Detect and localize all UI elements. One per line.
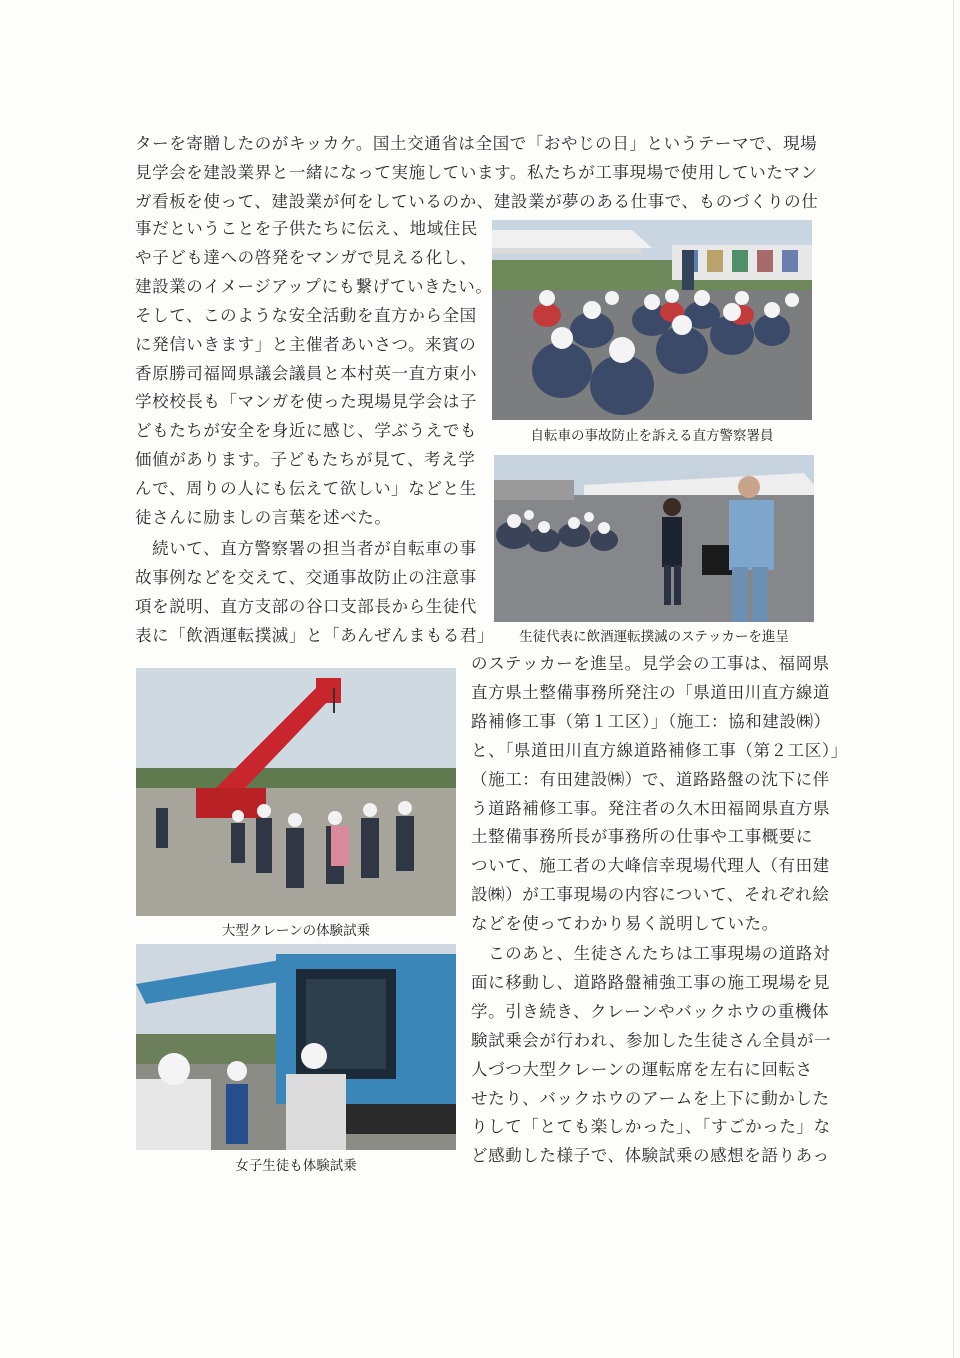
body-text-left-column-2: 続いて、直方警察署の担当者が自転車の事 故事例などを交えて、交通事故防止の注意事 項を説明、直方支部の谷口支部長から生徒代 表に「飲酒運転撲滅」と「あんぜんまもる君」 [135, 539, 495, 645]
body-text-right-column-2: このあと、生徒さんたちは工事現場の道路対 面に移動し、道路路盤補強工事の施工現場を見 学。引き続き、クレーンやバックホウの重機体 験試乗会が行われ、参加した生徒さん全員が一 人づつ大型クレーンの運転席を左右に回転さ せたり、バックホウのアームを上下に動かした りして「とても楽しかった」、「すごかった」な ど感動した様子で、体験試乗の感想を語りあっ [471, 944, 832, 1166]
photo-police-safety-talk [492, 220, 812, 420]
photo-caption-3: 大型クレーンの体験試乗 [221, 923, 371, 939]
photo-excavator-ride [136, 944, 456, 1150]
photo-caption-2: 生徒代表に飲酒運転撲滅のステッカーを進呈 [519, 629, 789, 645]
scan-edge-line [953, 0, 954, 1358]
photo-sticker-presentation [494, 455, 814, 622]
photo-crane-ride [136, 668, 456, 916]
body-text-intro: ターを寄贈したのがキッカケ。国土交通省は全国で「おやじの日」というテーマで、現場 見学会を建設業界と一緒になって実施しています。私たちが工事現場で使用していたマン ガ看板を使って、建設業が何をしているのか、建設業が夢のある仕事で、ものづくりの仕 [135, 134, 819, 211]
body-text-right-column-1: のステッカーを進呈。見学会の工事は、福岡県 直方県土整備事務所発注の「県道田川直方線道 路補修工事（第１工区）」（施工：協和建設㈱） と、「県道田川直方線道路補修工事（第２工区）」 （施工：有田建設㈱）で、道路路盤の沈下に伴 う道路補修工事。発注者の久木田福岡県直方県 土整備事務所長が事務所の仕事や工事概要に ついて、施工者の大峰信幸現場代理人（有田建 設㈱）が工事現場の内容について、それぞれ絵 などを使ってわかり易く説明していた。 [471, 654, 848, 934]
photo-caption-4: 女子生徒も体験試乗 [235, 1158, 357, 1174]
photo-caption-1: 自転車の事故防止を訴える直方警察署員 [530, 428, 774, 444]
body-text-left-column-1: 事だということを子供たちに伝え、地域住民 や子ども達への啓発をマンガで見える化し、 建設業のイメージアップにも繋げていきたい。 そして、このような安全活動を直方から全国 に発信いきます」と主催者あいさつ。来賓の 香原勝司福岡県議会議員と本村英一直方東小 学校校長も「マンガを使った現場見学会は子 どもたちが安全を身近に感じ、学ぶうえでも 価値があります。子どもたちが見て、考え学 んで、周りの人にも伝えて欲しい」などと生 徒さんに励ましの言葉を述べた。 [135, 219, 493, 528]
